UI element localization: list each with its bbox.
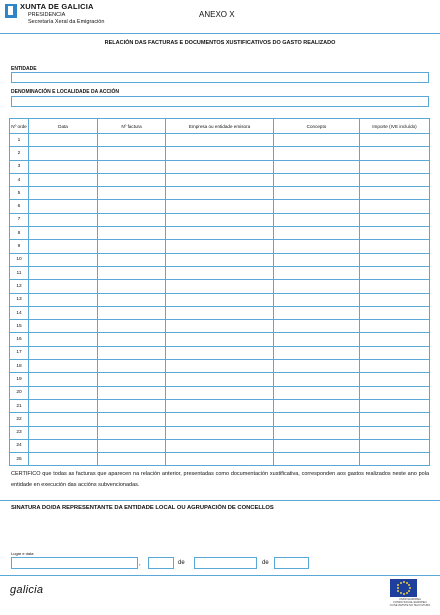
data-cell[interactable] <box>29 187 98 200</box>
data-cell[interactable] <box>29 147 98 160</box>
importe-cell[interactable] <box>360 320 430 333</box>
table-row <box>10 280 430 293</box>
factura-cell[interactable] <box>98 386 166 399</box>
factura-cell[interactable] <box>98 306 166 319</box>
factura-cell[interactable] <box>98 360 166 373</box>
factura-cell[interactable] <box>98 439 166 452</box>
concepto-cell[interactable] <box>274 453 360 466</box>
table-row <box>10 360 430 373</box>
table-row <box>10 293 430 306</box>
footer-divider <box>0 575 440 576</box>
factura-cell[interactable] <box>98 240 166 253</box>
certification-text: CERTIFICO que todas as facturas que aparecen na relación anterior, presentadas como documentación xustificativa, corresponden aos gastos realizados neste ano pola entidade en execución das accións subvencionadas. <box>11 471 429 488</box>
data-cell[interactable] <box>29 413 98 426</box>
eu-caption <box>388 598 432 607</box>
empresa-cell[interactable] <box>166 426 274 439</box>
empresa-cell[interactable] <box>166 386 274 399</box>
day-field[interactable] <box>148 557 174 569</box>
empresa-cell[interactable] <box>166 240 274 253</box>
table-row <box>10 213 430 226</box>
concepto-cell[interactable] <box>274 173 360 186</box>
entidade-label: ENTIDADE <box>11 66 37 72</box>
table-row <box>10 240 430 253</box>
data-cell[interactable] <box>29 439 98 452</box>
concepto-cell[interactable] <box>274 280 360 293</box>
data-cell[interactable] <box>29 373 98 386</box>
signature-label: SINATURA DO/DA REPRESENTANTE DA ENTIDADE LOCAL OU AGRUPACIÓN DE CONCELLOS <box>11 505 274 511</box>
factura-cell[interactable] <box>98 134 166 147</box>
empresa-cell[interactable] <box>166 200 274 213</box>
concepto-cell[interactable] <box>274 306 360 319</box>
data-cell[interactable] <box>29 320 98 333</box>
importe-cell[interactable] <box>360 134 430 147</box>
empresa-cell[interactable] <box>166 160 274 173</box>
data-cell[interactable] <box>29 453 98 466</box>
empresa-cell[interactable] <box>166 147 274 160</box>
concepto-cell[interactable] <box>274 134 360 147</box>
empresa-cell[interactable] <box>166 320 274 333</box>
row-number: 6 <box>10 200 29 213</box>
concepto-cell[interactable] <box>274 266 360 279</box>
col-header-data: Data <box>29 119 98 134</box>
table-row <box>10 160 430 173</box>
table-header-row <box>10 119 430 134</box>
concepto-cell[interactable] <box>274 187 360 200</box>
concepto-cell[interactable] <box>274 147 360 160</box>
eu-star-icon <box>397 587 399 589</box>
row-number: 16 <box>10 333 29 346</box>
data-cell[interactable] <box>29 227 98 240</box>
empresa-cell[interactable] <box>166 439 274 452</box>
row-number: 3 <box>10 160 29 173</box>
concepto-cell[interactable] <box>274 386 360 399</box>
table-row <box>10 147 430 160</box>
row-number: 23 <box>10 426 29 439</box>
empresa-cell[interactable] <box>166 266 274 279</box>
row-number: 24 <box>10 439 29 452</box>
importe-cell[interactable] <box>360 227 430 240</box>
page-title: RELACIÓN DAS FACTURAS E DOCUMENTOS XUSTIFICATIVOS DO GASTO REALIZADO <box>104 40 336 46</box>
empresa-cell[interactable] <box>166 213 274 226</box>
factura-cell[interactable] <box>98 426 166 439</box>
concepto-cell[interactable] <box>274 346 360 359</box>
concepto-cell[interactable] <box>274 293 360 306</box>
row-number: 22 <box>10 413 29 426</box>
data-cell[interactable] <box>29 426 98 439</box>
data-cell[interactable] <box>29 386 98 399</box>
department: PRESIDENCIA <box>28 12 66 18</box>
empresa-cell[interactable] <box>166 253 274 266</box>
empresa-cell[interactable] <box>166 187 274 200</box>
table-row <box>10 306 430 319</box>
table-row <box>10 413 430 426</box>
row-number: 21 <box>10 399 29 412</box>
factura-cell[interactable] <box>98 333 166 346</box>
row-number: 13 <box>10 293 29 306</box>
header-divider <box>0 33 440 34</box>
importe-cell[interactable] <box>360 147 430 160</box>
row-number: 25 <box>10 453 29 466</box>
importe-cell[interactable] <box>360 213 430 226</box>
factura-cell[interactable] <box>98 413 166 426</box>
row-number: 8 <box>10 227 29 240</box>
data-cell[interactable] <box>29 253 98 266</box>
col-header-factura: Nº factura <box>98 119 166 134</box>
empresa-cell[interactable] <box>166 399 274 412</box>
entidade-field[interactable] <box>11 72 429 83</box>
eu-star-icon <box>403 581 405 583</box>
importe-cell[interactable] <box>360 187 430 200</box>
data-cell[interactable] <box>29 280 98 293</box>
eu-star-icon <box>409 587 411 589</box>
factura-cell[interactable] <box>98 266 166 279</box>
month-field[interactable] <box>194 557 257 569</box>
table-row <box>10 386 430 399</box>
eu-star-icon <box>403 593 405 595</box>
row-number: 14 <box>10 306 29 319</box>
concepto-cell[interactable] <box>274 160 360 173</box>
concepto-cell[interactable] <box>274 399 360 412</box>
year-field[interactable] <box>274 557 309 569</box>
empresa-cell[interactable] <box>166 306 274 319</box>
concepto-cell[interactable] <box>274 240 360 253</box>
table-row <box>10 373 430 386</box>
data-cell[interactable] <box>29 213 98 226</box>
place-field[interactable] <box>11 557 138 569</box>
table-row <box>10 439 430 452</box>
data-cell[interactable] <box>29 160 98 173</box>
concepto-cell[interactable] <box>274 213 360 226</box>
importe-cell[interactable] <box>360 426 430 439</box>
eu-caption-line-3: O FSE INVISTE NO TEU FUTURO <box>389 604 431 607</box>
empresa-cell[interactable] <box>166 413 274 426</box>
factura-cell[interactable] <box>98 147 166 160</box>
importe-cell[interactable] <box>360 453 430 466</box>
data-cell[interactable] <box>29 333 98 346</box>
importe-cell[interactable] <box>360 413 430 426</box>
eu-star-icon <box>406 592 408 594</box>
empresa-cell[interactable] <box>166 227 274 240</box>
xunta-logo-icon <box>5 4 17 18</box>
eu-star-icon <box>397 590 399 592</box>
row-number: 9 <box>10 240 29 253</box>
data-cell[interactable] <box>29 240 98 253</box>
accion-field[interactable] <box>11 96 429 107</box>
importe-cell[interactable] <box>360 173 430 186</box>
row-number: 7 <box>10 213 29 226</box>
factura-cell[interactable] <box>98 253 166 266</box>
place-date-label: Lugar e data <box>11 551 34 556</box>
col-header-empresa: Empresa ou entidade emisora <box>166 119 274 134</box>
concepto-cell[interactable] <box>274 373 360 386</box>
data-cell[interactable] <box>29 399 98 412</box>
table-row <box>10 453 430 466</box>
data-cell[interactable] <box>29 293 98 306</box>
factura-cell[interactable] <box>98 187 166 200</box>
factura-cell[interactable] <box>98 173 166 186</box>
eu-star-icon <box>400 592 402 594</box>
data-cell[interactable] <box>29 134 98 147</box>
factura-cell[interactable] <box>98 213 166 226</box>
importe-cell[interactable] <box>360 346 430 359</box>
factura-cell[interactable] <box>98 160 166 173</box>
importe-cell[interactable] <box>360 240 430 253</box>
factura-cell[interactable] <box>98 373 166 386</box>
factura-cell[interactable] <box>98 293 166 306</box>
importe-cell[interactable] <box>360 266 430 279</box>
accion-label: DENOMINACIÓN E LOCALIDADE DA ACCIÓN <box>11 89 119 95</box>
importe-cell[interactable] <box>360 306 430 319</box>
eu-flag-icon <box>390 579 417 597</box>
factura-cell[interactable] <box>98 453 166 466</box>
eu-star-icon <box>397 584 399 586</box>
importe-cell[interactable] <box>360 439 430 452</box>
empresa-cell[interactable] <box>166 360 274 373</box>
data-cell[interactable] <box>29 173 98 186</box>
importe-cell[interactable] <box>360 200 430 213</box>
row-number: 10 <box>10 253 29 266</box>
factura-cell[interactable] <box>98 399 166 412</box>
row-number: 17 <box>10 346 29 359</box>
col-header-orde: Nº orde <box>10 119 29 134</box>
table-row <box>10 253 430 266</box>
data-cell[interactable] <box>29 306 98 319</box>
factura-cell[interactable] <box>98 346 166 359</box>
table-row <box>10 333 430 346</box>
table-row <box>10 134 430 147</box>
row-number: 12 <box>10 280 29 293</box>
row-number: 1 <box>10 134 29 147</box>
concepto-cell[interactable] <box>274 200 360 213</box>
table-row <box>10 399 430 412</box>
col-header-concepto: Concepto <box>274 119 360 134</box>
table-row <box>10 426 430 439</box>
empresa-cell[interactable] <box>166 134 274 147</box>
empresa-cell[interactable] <box>166 333 274 346</box>
empresa-cell[interactable] <box>166 173 274 186</box>
col-header-importe: Importe (IVE incluído) <box>360 119 430 134</box>
annex-label: ANEXO X <box>199 10 235 19</box>
concepto-cell[interactable] <box>274 439 360 452</box>
importe-cell[interactable] <box>360 373 430 386</box>
table-row <box>10 266 430 279</box>
concepto-cell[interactable] <box>274 426 360 439</box>
row-number: 20 <box>10 386 29 399</box>
data-cell[interactable] <box>29 346 98 359</box>
empresa-cell[interactable] <box>166 373 274 386</box>
row-number: 18 <box>10 360 29 373</box>
subdepartment: Secretaría Xeral da Emigración <box>28 19 105 25</box>
factura-cell[interactable] <box>98 227 166 240</box>
concepto-cell[interactable] <box>274 333 360 346</box>
factura-cell[interactable] <box>98 200 166 213</box>
de-separator-1: de <box>178 560 185 566</box>
data-cell[interactable] <box>29 200 98 213</box>
row-number: 19 <box>10 373 29 386</box>
factura-cell[interactable] <box>98 320 166 333</box>
row-number: 2 <box>10 147 29 160</box>
empresa-cell[interactable] <box>166 346 274 359</box>
row-number: 5 <box>10 187 29 200</box>
concepto-cell[interactable] <box>274 227 360 240</box>
data-cell[interactable] <box>29 266 98 279</box>
importe-cell[interactable] <box>360 160 430 173</box>
importe-cell[interactable] <box>360 386 430 399</box>
row-number: 15 <box>10 320 29 333</box>
importe-cell[interactable] <box>360 399 430 412</box>
concepto-cell[interactable] <box>274 360 360 373</box>
table-row <box>10 227 430 240</box>
eu-caption-line-1: UNIÓN EUROPEA <box>399 598 421 601</box>
eu-star-icon <box>408 590 410 592</box>
eu-star-icon <box>400 582 402 584</box>
concepto-cell[interactable] <box>274 413 360 426</box>
concepto-cell[interactable] <box>274 253 360 266</box>
invoices-table <box>9 118 430 466</box>
comma-separator: , <box>139 561 141 567</box>
row-number: 11 <box>10 266 29 279</box>
importe-cell[interactable] <box>360 293 430 306</box>
importe-cell[interactable] <box>360 280 430 293</box>
table-row <box>10 346 430 359</box>
eu-caption-line-2: FONDO SOCIAL EUROPEO <box>393 601 427 604</box>
empresa-cell[interactable] <box>166 453 274 466</box>
signature-divider <box>0 500 440 501</box>
row-number: 4 <box>10 173 29 186</box>
importe-cell[interactable] <box>360 333 430 346</box>
table-row <box>10 173 430 186</box>
table-row <box>10 187 430 200</box>
table-row <box>10 200 430 213</box>
empresa-cell[interactable] <box>166 280 274 293</box>
empresa-cell[interactable] <box>166 293 274 306</box>
galicia-logo: galicia <box>10 584 44 596</box>
importe-cell[interactable] <box>360 253 430 266</box>
concepto-cell[interactable] <box>274 320 360 333</box>
importe-cell[interactable] <box>360 360 430 373</box>
table-row <box>10 320 430 333</box>
eu-star-icon <box>408 584 410 586</box>
org-name: XUNTA DE GALICIA <box>20 2 94 11</box>
data-cell[interactable] <box>29 360 98 373</box>
factura-cell[interactable] <box>98 280 166 293</box>
de-separator-2: de <box>262 560 269 566</box>
